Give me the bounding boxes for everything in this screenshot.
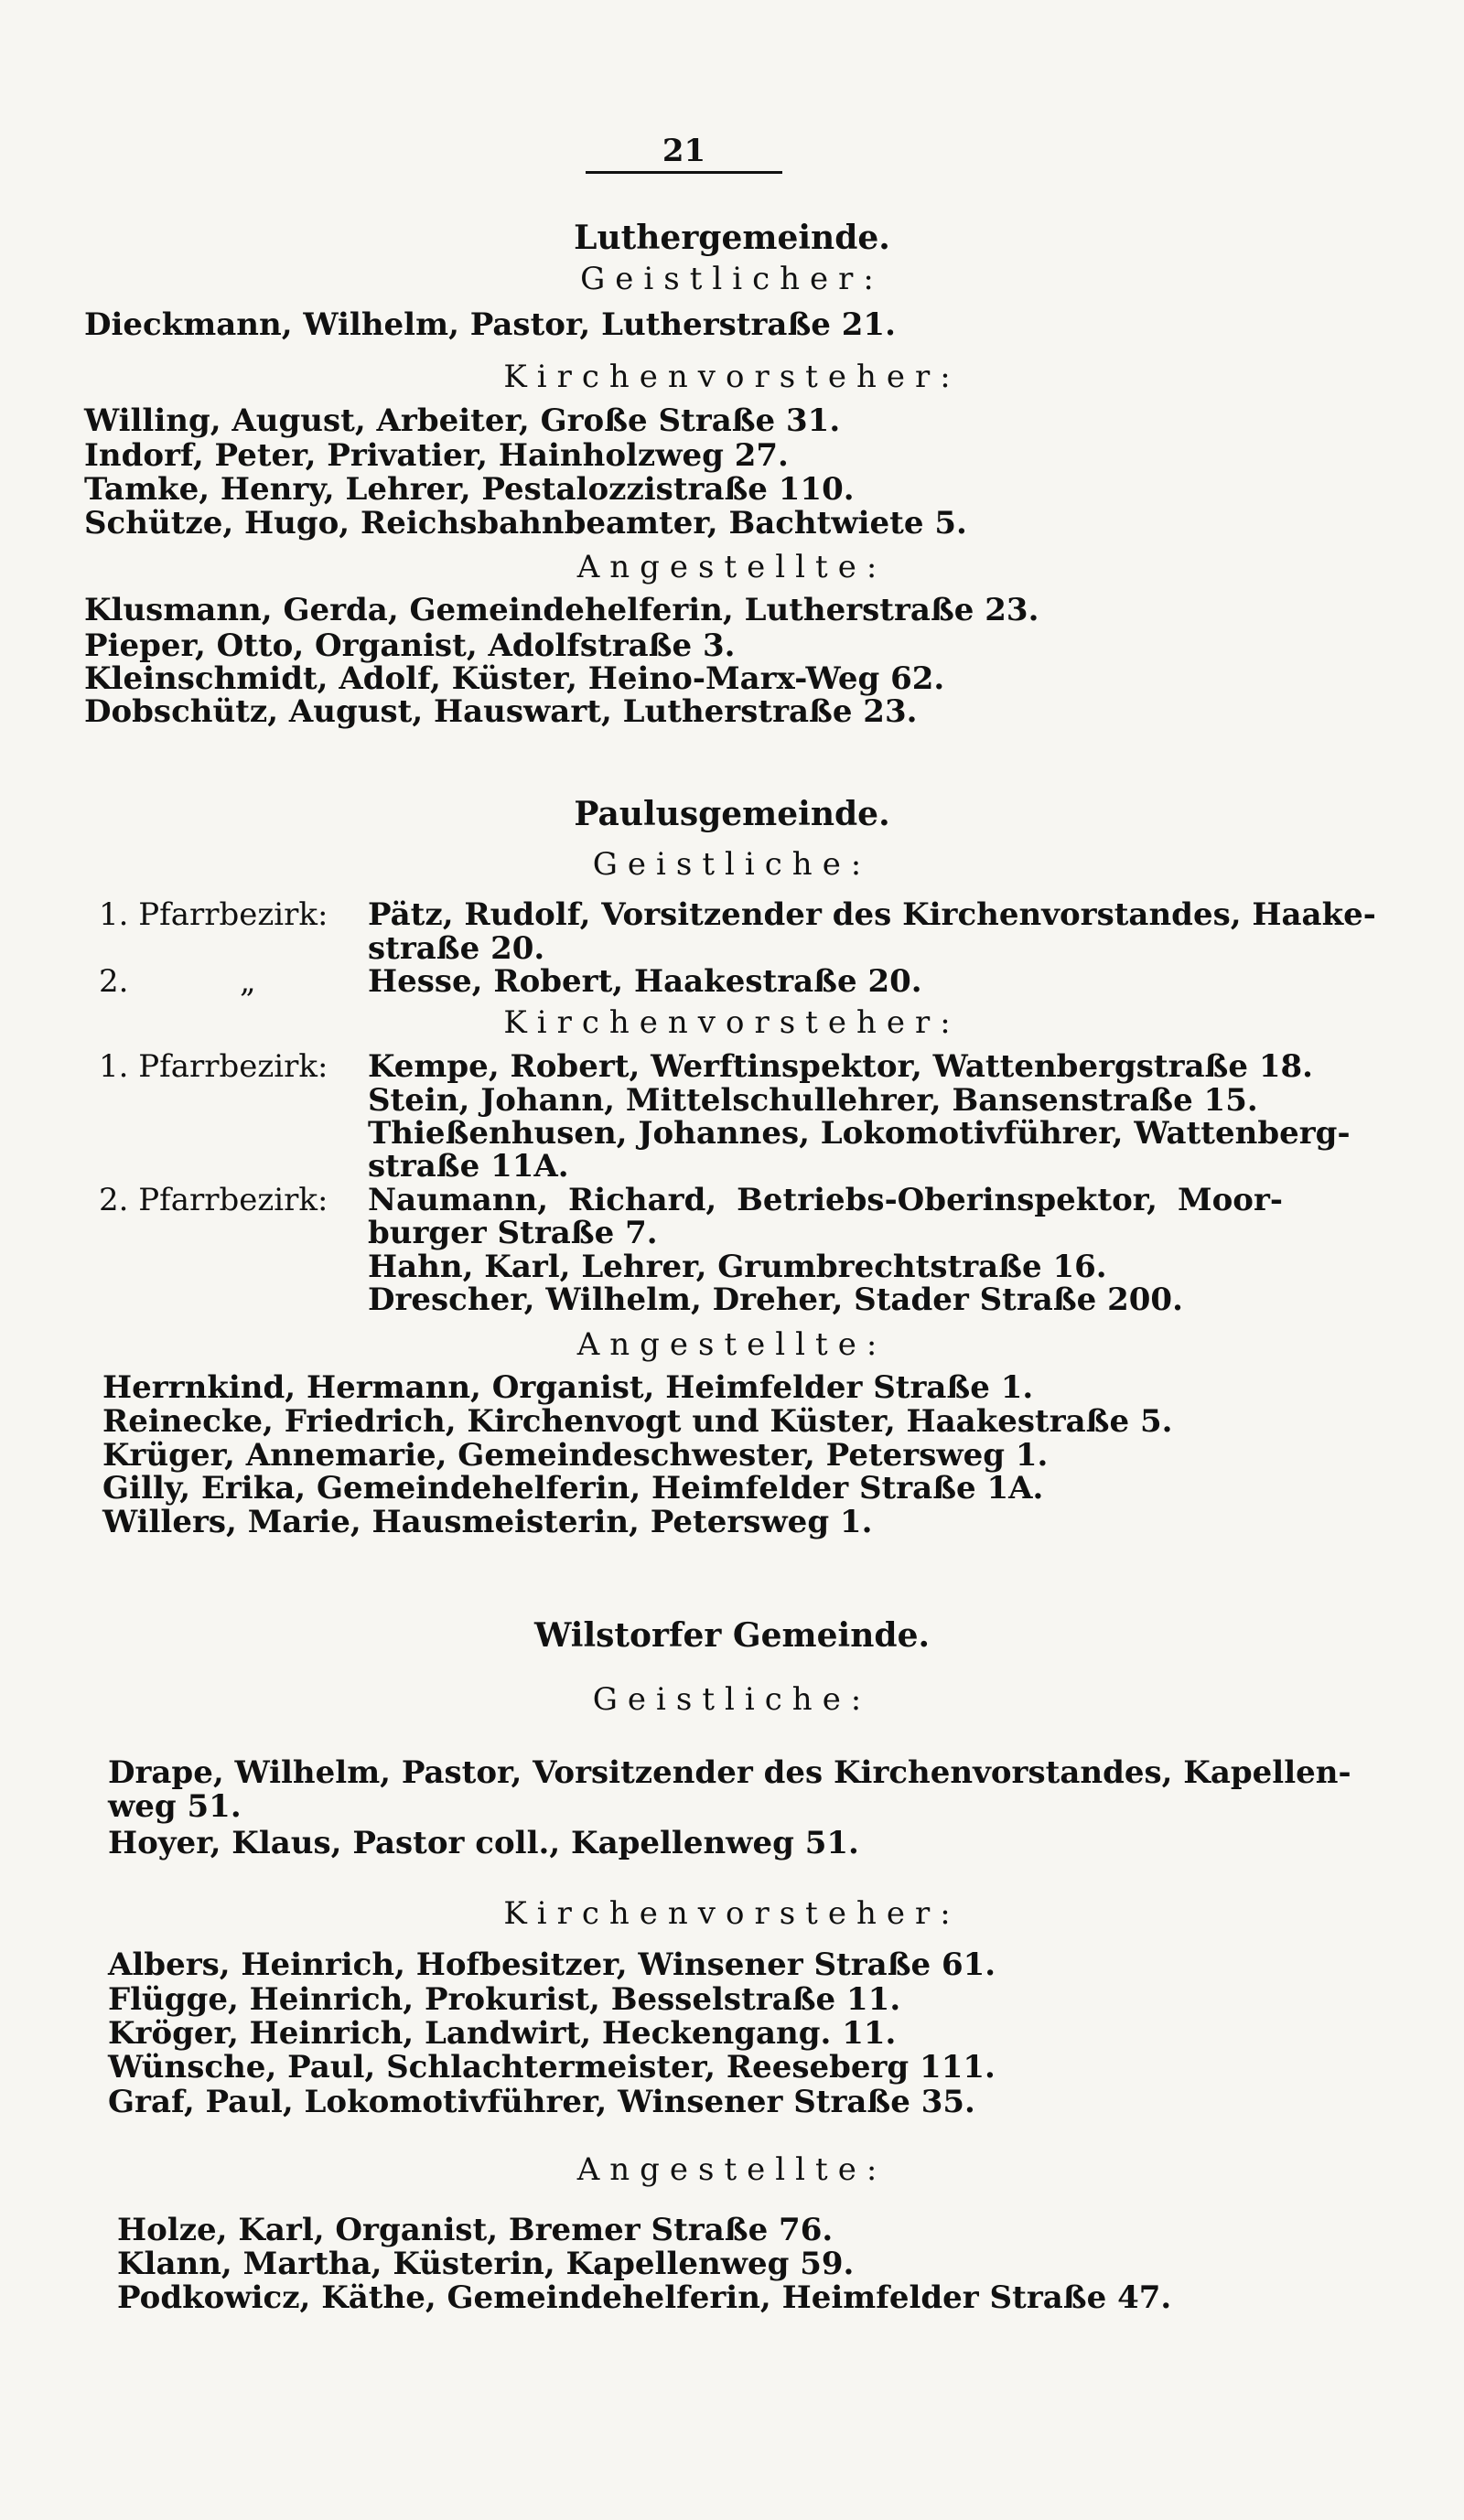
justified-word: Betriebs-Oberinspektor, bbox=[737, 1182, 1158, 1218]
paulus-geistliche-heading: Geistliche: bbox=[592, 846, 872, 883]
paulus-kv-entry: Thießenhusen, Johannes, Lokomotivführer, Wattenberg- bbox=[368, 1115, 1351, 1152]
justified-word: Naumann, bbox=[368, 1182, 549, 1218]
wilstorf-ang-entry: Podkowicz, Käthe, Gemeindehelferin, Heimfelder Straße 47. bbox=[117, 2279, 1172, 2316]
luther-kv-entry: Schütze, Hugo, Reichsbahnbeamter, Bachtwiete 5. bbox=[84, 505, 967, 542]
luther-kv-heading: Kirchenvorsteher: bbox=[503, 359, 961, 395]
page-number: 21 bbox=[662, 133, 706, 169]
paulus-title: Paulusgemeinde. bbox=[574, 795, 890, 833]
wilstorf-geistliche-heading: Geistliche: bbox=[592, 1681, 872, 1718]
luther-kv-entry: Tamke, Henry, Lehrer, Pestalozzistraße 110. bbox=[84, 471, 855, 508]
paulus-g2-number: 2. bbox=[99, 963, 129, 1000]
paulus-g1-label: 1. Pfarrbezirk: bbox=[99, 896, 328, 933]
paulus-ang-entry: Herrnkind, Hermann, Organist, Heimfelder Straße 1. bbox=[102, 1369, 1034, 1406]
wilstorf-kv-entry: Albers, Heinrich, Hofbesitzer, Winsener Straße 61. bbox=[108, 1946, 996, 1983]
luther-kv-entry: Indorf, Peter, Privatier, Hainholzweg 27. bbox=[84, 437, 789, 474]
wilstorf-title: Wilstorfer Gemeinde. bbox=[533, 1616, 931, 1655]
paulus-kv-entry: Stein, Johann, Mittelschullehrer, Bansenstraße 15. bbox=[368, 1082, 1258, 1119]
paulus-kv-heading: Kirchenvorsteher: bbox=[503, 1004, 961, 1041]
luther-ang-entry: Klusmann, Gerda, Gemeindehelferin, Lutherstraße 23. bbox=[84, 592, 1039, 628]
paulus-ang-heading: Angestellte: bbox=[576, 1326, 888, 1363]
paulus-ang-entry: Gilly, Erika, Gemeindehelferin, Heimfelder Straße 1A. bbox=[102, 1470, 1044, 1507]
wilstorf-geistliche-entry: Drape, Wilhelm, Pastor, Vorsitzender des Kirchenvorstandes, Kapellen- bbox=[108, 1754, 1351, 1791]
paulus-kv-entry: Drescher, Wilhelm, Dreher, Stader Straße 200. bbox=[368, 1281, 1183, 1318]
luther-ang-entry: Kleinschmidt, Adolf, Küster, Heino-Marx-Weg 62. bbox=[84, 660, 945, 697]
wilstorf-kv-entry: Wünsche, Paul, Schlachtermeister, Reeseberg 111. bbox=[108, 2049, 996, 2086]
luther-ang-entry: Pieper, Otto, Organist, Adolfstraße 3. bbox=[84, 627, 736, 664]
paulus-g1-entry: Pätz, Rudolf, Vorsitzender des Kirchenvorstandes, Haake- bbox=[368, 896, 1376, 933]
paulus-k1-label: 1. Pfarrbezirk: bbox=[99, 1048, 328, 1085]
luther-ang-heading: Angestellte: bbox=[576, 549, 888, 585]
paulus-kv-entry: Kempe, Robert, Werftinspektor, Wattenbergstraße 18. bbox=[368, 1048, 1313, 1085]
paulus-kv-entry: Hahn, Karl, Lehrer, Grumbrechtstraße 16. bbox=[368, 1249, 1107, 1285]
wilstorf-kv-heading: Kirchenvorsteher: bbox=[503, 1895, 961, 1932]
wilstorf-kv-entry: Flügge, Heinrich, Prokurist, Besselstraße 11. bbox=[108, 1981, 901, 2018]
wilstorf-ang-heading: Angestellte: bbox=[576, 2151, 888, 2188]
paulus-kv-entry-cont: burger Straße 7. bbox=[368, 1215, 658, 1251]
paulus-g2-entry: Hesse, Robert, Haakestraße 20. bbox=[368, 963, 922, 1000]
paulus-k2-label: 2. Pfarrbezirk: bbox=[99, 1182, 328, 1218]
justified-word: Richard, bbox=[568, 1182, 717, 1218]
wilstorf-geistliche-entry-cont: weg 51. bbox=[108, 1788, 242, 1825]
wilstorf-kv-entry: Graf, Paul, Lokomotivführer, Winsener Straße 35. bbox=[108, 2084, 975, 2120]
paulus-g1-entry-cont: straße 20. bbox=[368, 930, 545, 967]
luther-title: Luthergemeinde. bbox=[574, 219, 890, 257]
paulus-kv-entry-justified bbox=[368, 1182, 1283, 1218]
wilstorf-kv-entry: Kröger, Heinrich, Landwirt, Heckengang. 11. bbox=[108, 2015, 897, 2052]
paulus-kv-entry-cont: straße 11A. bbox=[368, 1148, 569, 1185]
luther-ang-entry: Dobschütz, August, Hauswart, Lutherstraße 23. bbox=[84, 693, 918, 730]
justified-word: Moor- bbox=[1177, 1182, 1283, 1218]
paulus-g2-ditto: „ bbox=[240, 963, 256, 1000]
wilstorf-ang-entry: Holze, Karl, Organist, Bremer Straße 76. bbox=[117, 2212, 834, 2248]
paulus-ang-entry: Reinecke, Friedrich, Kirchenvogt und Küster, Haakestraße 5. bbox=[102, 1403, 1173, 1440]
page-number-rule bbox=[586, 171, 782, 174]
luther-geistlicher-entry: Dieckmann, Wilhelm, Pastor, Lutherstraße 21. bbox=[84, 306, 896, 343]
wilstorf-geistliche-entry: Hoyer, Klaus, Pastor coll., Kapellenweg 51. bbox=[108, 1825, 859, 1861]
luther-kv-entry: Willing, August, Arbeiter, Große Straße 31. bbox=[84, 402, 841, 439]
paulus-ang-entry: Willers, Marie, Hausmeisterin, Petersweg 1. bbox=[102, 1504, 873, 1540]
luther-geistlicher-heading: Geistlicher: bbox=[580, 261, 884, 297]
wilstorf-ang-entry: Klann, Martha, Küsterin, Kapellenweg 59. bbox=[117, 2246, 855, 2282]
paulus-ang-entry: Krüger, Annemarie, Gemeindeschwester, Petersweg 1. bbox=[102, 1437, 1049, 1474]
